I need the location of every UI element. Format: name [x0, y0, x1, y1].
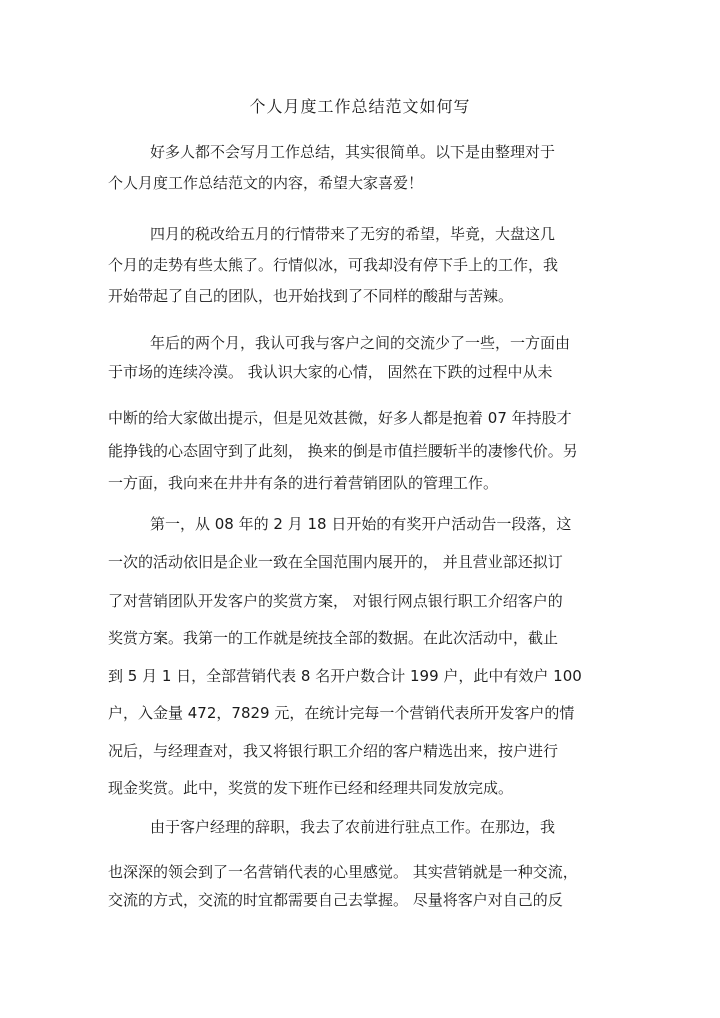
- paragraph-line: 况后，与经理查对，我又将银行职工介绍的客户精选出来，按户进行: [108, 742, 559, 760]
- paragraph-line: 四月的税改给五月的行情带来了无穷的希望，毕竟，大盘这几: [150, 225, 556, 243]
- paragraph-line: 年后的两个月，我认可我与客户之间的交流少了一些，一方面由: [150, 334, 571, 352]
- paragraph-line: 奖赏方案。我第一的工作就是统技全部的数据。在此次活动中，截止: [108, 629, 559, 647]
- paragraph-line: 由于客户经理的辞职，我去了农前进行驻点工作。在那边，我: [150, 818, 556, 836]
- paragraph-line: 中断的给大家做出提示，但是见效甚微，好多人都是抱着 07 年持股才: [108, 409, 572, 427]
- paragraph-line: 了对营销团队开发客户的奖赏方案， 对银行网点银行职工介绍客户的: [108, 592, 563, 610]
- paragraph-line: 个人月度工作总结范文的内容，希望大家喜爱！: [108, 174, 424, 192]
- paragraph-line: 一次的活动依旧是企业一致在全国范围内展开的， 并且营业部还拟订: [108, 553, 563, 571]
- paragraph-line: 户，入金量 472，7829 元，在统计完每一个营销代表所开发客户的情: [108, 704, 575, 722]
- paragraph-line: 到 5 月 1 日，全部营销代表 8 名开户数合计 199 户，此中有效户 100: [108, 667, 582, 685]
- paragraph-line: 现金奖赏。此中，奖赏的发下班作已经和经理共同发放完成。: [108, 779, 514, 797]
- paragraph-line: 于市场的连续冷漠。 我认识大家的心情， 固然在下跌的过程中从未: [108, 363, 553, 381]
- paragraph-line: 好多人都不会写月工作总结，其实很简单。以下是由整理对于: [150, 143, 556, 161]
- paragraph-line: 一方面，我向来在井井有条的进行着营销团队的管理工作。: [108, 474, 499, 492]
- paragraph-line: 能挣钱的心态固守到了此刻， 换来的倒是市值拦腰斩半的凄惨代价。另: [108, 442, 578, 460]
- paragraph-line: 个月的走势有些太熊了。行情似冰，可我却没有停下手上的工作，我: [108, 256, 559, 274]
- paragraph-line: 开始带起了自己的团队，也开始找到了不同样的酸甜与苦辣。: [108, 287, 514, 305]
- paragraph-line: 也深深的领会到了一名营销代表的心里感觉。 其实营销就是一种交流，: [108, 863, 578, 881]
- document-title: 个人月度工作总结范文如何写: [249, 97, 471, 116]
- paragraph-line: 第一，从 08 年的 2 月 18 日开始的有奖开户活动告一段落，这: [150, 515, 572, 533]
- paragraph-line: 交流的方式，交流的时宜都需要自己去掌握。 尽量将客户对自己的反: [108, 891, 563, 909]
